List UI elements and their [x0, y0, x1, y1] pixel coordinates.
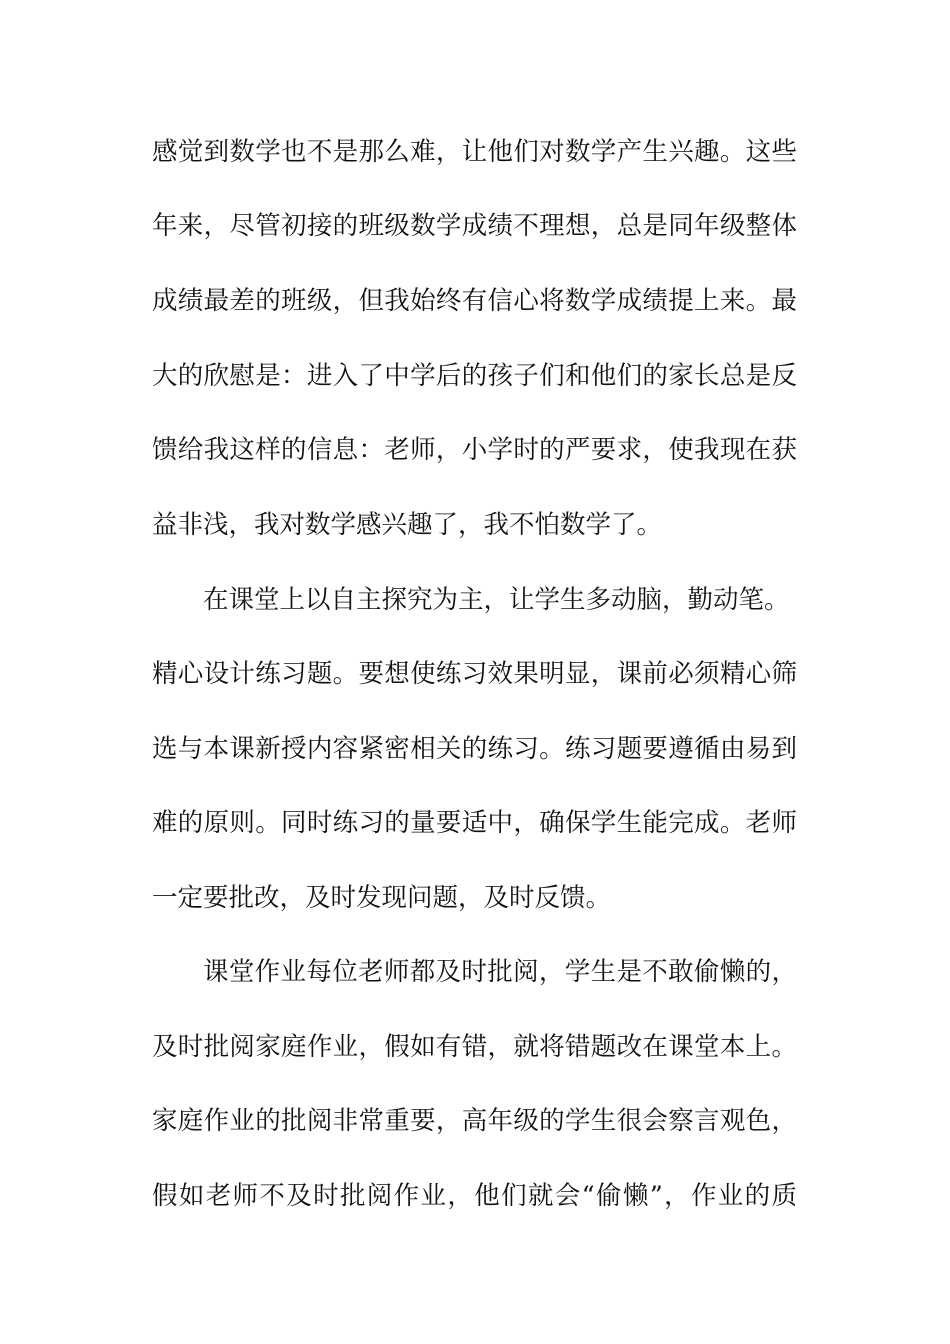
text-line: 益非浅，我对数学感兴趣了，我不怕数学了。: [152, 510, 663, 540]
text-line: 及时批阅家庭作业，假如有错，就将错题改在课堂本上。: [152, 1032, 797, 1062]
text-line: 课堂作业每位老师都及时批阅，学生是不敢偷懒的，: [203, 957, 797, 987]
text-line: 假如老师不及时批阅作业，他们就会“偷懒”，作业的质: [152, 1181, 797, 1211]
text-line: 感觉到数学也不是那么难，让他们对数学产生兴趣。这些: [152, 137, 797, 167]
text-line: 难的原则。同时练习的量要适中，确保学生能完成。老师: [152, 808, 797, 838]
text-line: 精心设计练习题。要想使练习效果明显，课前必须精心筛: [152, 659, 797, 689]
text-line: 家庭作业的批阅非常重要，高年级的学生很会察言观色，: [152, 1106, 797, 1136]
text-line: 一定要批改，及时发现问题，及时反馈。: [152, 883, 612, 913]
text-line: 选与本课新授内容紧密相关的练习。练习题要遵循由易到: [152, 734, 797, 764]
text-line: 大的欣慰是：进入了中学后的孩子们和他们的家长总是反: [152, 361, 797, 391]
text-line: 年来，尽管初接的班级数学成绩不理想，总是同年级整体: [152, 211, 797, 241]
text-line: 馈给我这样的信息：老师，小学时的严要求，使我现在获: [152, 435, 797, 465]
text-line: 在课堂上以自主探究为主，让学生多动脑，勤动笔。: [203, 585, 790, 615]
text-line: 成绩最差的班级，但我始终有信心将数学成绩提上来。最: [152, 286, 797, 316]
